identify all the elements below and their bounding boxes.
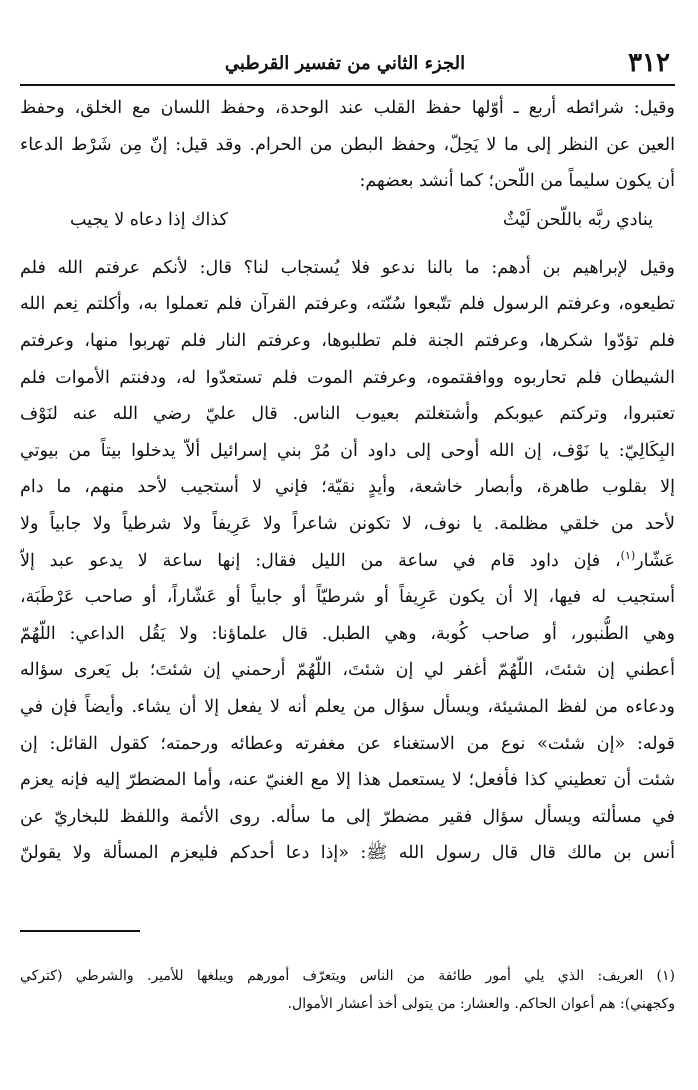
- text-line: البِكَالِيّ: يا نَوْف، إن الله أوحى إلى داود أن مُرْ بني إسرائيل ألاّ يدخلوا بيتاً من بيوتي: [20, 440, 675, 461]
- main-text: [20, 90, 675, 872]
- text-line: تطيعوه، وعرفتم الرسول فلم تتّبعوا سُنّته، وعرفتم القرآن فلم تعملوا به، وأكلتم نِعم الله: [20, 294, 675, 315]
- footnote-word: عَشّار: [635, 550, 675, 571]
- running-title: الجزء الثاني من تفسير القرطبي: [224, 53, 466, 74]
- verse-second-hemistich: كذاك إذا دعاه لا يجيب: [70, 209, 228, 230]
- footnote-line: (١) العريف: الذي يلي أمور طائفة من الناس ويتعرّف أمورهم ويبلغها للأمير. والشرطي (كتركي: [20, 968, 675, 984]
- text-line: أستجيب له فيها، إلا أن يكون عَرِيفاً أو شرطيّاً أو جابياً أو عَشّاراً، أو صاحب عَرْطَبَة،: [20, 587, 675, 608]
- text-line: أعطني إن شئتَ، اللّهُمّ أغفر لي إن شئتَ، اللّهُمّ أرحمني إن شئتَ؛ بل يَعرى سؤاله: [20, 660, 675, 681]
- text-line: وهي الطُّنبور، أو صاحب كُوبة، وهي الطبل. قال علماؤنا: ولا يَقُل الداعي: اللّهُمّ: [20, 623, 675, 644]
- text-line: وقيل: شرائطه أربع ـ أوّلها حفظ القلب عند الوحدة، وحفظ اللسان مع الخلق، وحفظ: [20, 98, 675, 118]
- text-line: العين عن النظر إلى ما لا يَحِلّ، وحفظ البطن من الحرام. وقد قيل: إنّ مِن شَرْط الدعاء: [20, 134, 675, 155]
- text-line: إلا بقلوب طاهرة، وأبصار خاشعة، وأيدٍ نقيّة؛ فإني لا أستجيب لأحد منهم، ما دام: [20, 477, 675, 498]
- text-line: ودعاءه من لفظ المشيئة، ويسأل سؤال من يعلم أنه لا يفعل إلا أن يشاء. وأيضاً فإن في: [20, 696, 675, 717]
- text-line: تعتبروا، وتركتم عيوبكم وأشتغلتم بعيوب الناس. قال عليّ رضي الله عنه لنَوْف: [20, 404, 675, 425]
- text-line: قوله: «إن شئت» نوع من الاستغناء عن مغفرته وعطائه ورحمته؛ كقول القائل: إن: [20, 733, 675, 754]
- footnote-line: وكجهني): هم أعوان الحاكم. والعشار: من يتولى أخذ أعشار الأموال.: [287, 996, 675, 1012]
- verse-first-hemistich: ينادي ربَّه باللّحن لَيْثٌ: [502, 209, 653, 230]
- footnote-marker[interactable]: (١): [620, 548, 636, 562]
- text-line: في مسألته ويسأل سؤال فقير مضطرّ إلى ما سأله. روى الأئمة واللفظ للبخاريّ عن: [20, 806, 675, 827]
- text-line-with-footnote: [20, 543, 675, 580]
- text-line: أنس بن مالك قال قال رسول الله ﷺ: «إذا دعا أحدكم فليعزم المسألة ولا يقولنّ: [20, 843, 675, 864]
- poetry-verse: [20, 200, 675, 240]
- text-line: لأحد من خلقي مظلمة. يا نوف، لا تكونن شاعراً ولا عَرِيفاً ولا شرطياً ولا جابياً ولا: [20, 513, 675, 534]
- text-line: شئت أن تعطيني كذا فأفعل؛ لا يستعمل هذا إلا مع الغنيّ عنه، وأما المضطرّ إليه فإنه يعزم: [20, 770, 675, 791]
- page-header: [20, 48, 670, 82]
- text-line: فلم تؤدّوا شكرها، وعرفتم الجنة فلم تطلبوها، وعرفتم النار فلم تهربوا منها، وعرفتم: [20, 330, 675, 351]
- text-line: الشيطان فلم تحاربوه ووافقتموه، وعرفتم الموت فلم تستعدّوا له، ودفنتم الأموات فلم: [20, 367, 675, 388]
- footnote-separator: [20, 930, 140, 932]
- text-line: أن يكون سليماً من اللّحن؛ كما أنشد بعضهم:: [359, 171, 675, 192]
- header-rule: [20, 84, 675, 86]
- page-number: ٣١٢: [628, 48, 670, 78]
- footnote-line-rest: ، فإن داود قام في ساعة من الليل فقال: إنها ساعة لا يدعو عبد إلاّ: [20, 550, 621, 571]
- text-line: وقيل لإبراهيم بن أدهم: ما بالنا ندعو فلا يُستجاب لنا؟ قال: لأنكم عرفتم الله فلم: [20, 257, 675, 278]
- footnotes: [20, 962, 675, 1018]
